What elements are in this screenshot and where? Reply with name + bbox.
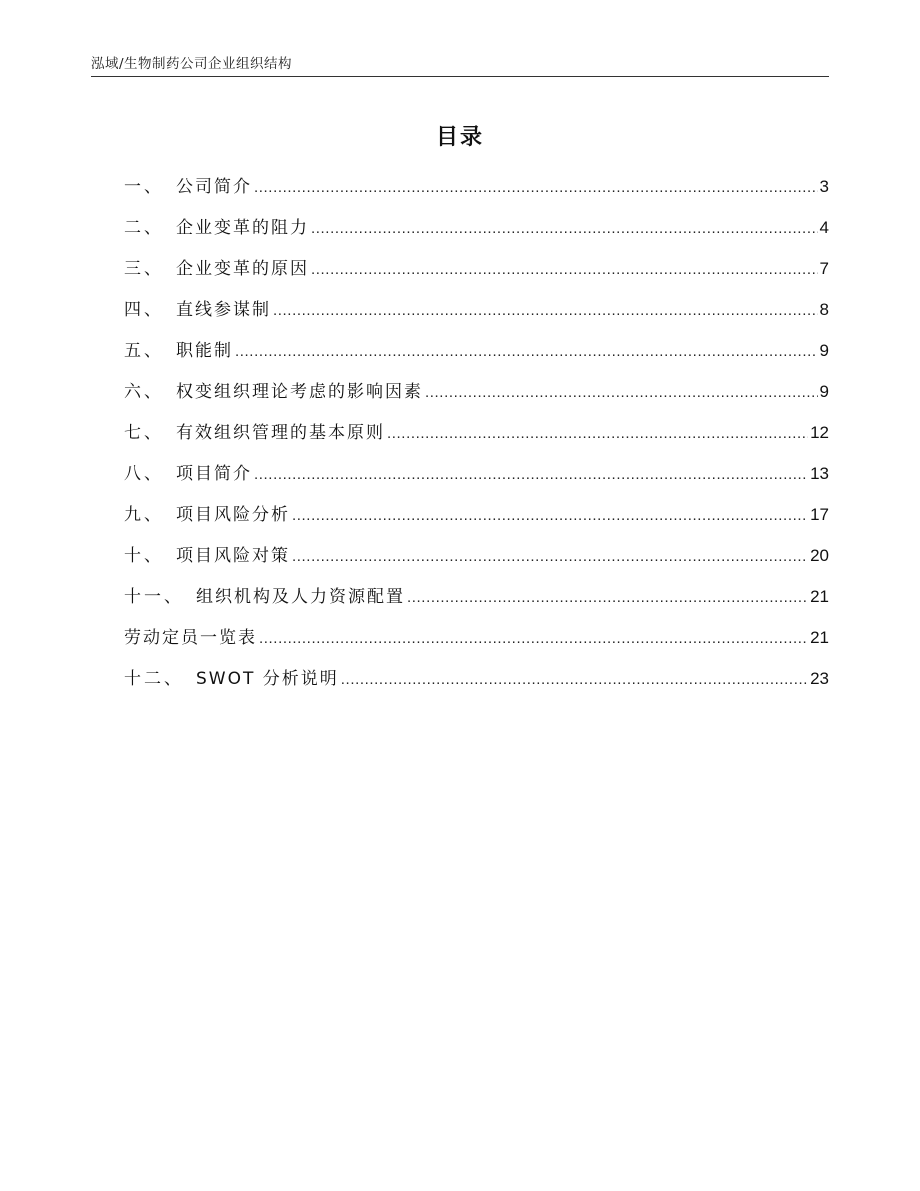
toc-entry-label: 企业变革的阻力	[176, 218, 309, 238]
toc-entry-page: 9	[819, 382, 829, 401]
toc-entry-number: 十一、	[124, 587, 184, 607]
toc-entry-page: 3	[819, 177, 829, 196]
running-header: 泓域/生物制药公司企业组织结构	[91, 56, 293, 72]
toc-entry-page: 21	[810, 587, 829, 606]
toc-entry-page: 9	[819, 341, 829, 360]
toc-entry[interactable]	[124, 418, 829, 459]
toc-entry[interactable]	[124, 213, 829, 254]
dot-leader	[235, 337, 818, 367]
toc-entry-number: 八、	[124, 464, 164, 484]
toc-entry-label: 项目风险分析	[176, 505, 290, 525]
dot-leader	[407, 583, 808, 613]
toc-entry-number: 五、	[124, 341, 164, 361]
toc-entry-label: 组织机构及人力资源配置	[196, 587, 405, 607]
toc-entry-number: 六、	[124, 382, 164, 402]
toc-entry[interactable]	[124, 623, 829, 664]
toc-entry-page: 8	[819, 300, 829, 319]
dot-leader	[387, 419, 808, 449]
toc-entry[interactable]	[124, 254, 829, 295]
toc-entry[interactable]	[124, 377, 829, 418]
toc-entry-number: 三、	[124, 259, 164, 279]
toc-entry-label: 项目风险对策	[176, 546, 290, 566]
toc-entry-page: 13	[810, 464, 829, 483]
toc-entry[interactable]	[124, 500, 829, 541]
toc-entry[interactable]	[124, 664, 829, 705]
toc-entry-number: 二、	[124, 218, 164, 238]
dot-leader	[259, 624, 808, 654]
dot-leader	[292, 501, 808, 531]
toc-entry-label: 项目简介	[176, 464, 252, 484]
dot-leader	[341, 665, 808, 695]
toc-entry[interactable]	[124, 336, 829, 377]
toc-entry-label: 权变组织理论考虑的影响因素	[176, 382, 423, 402]
toc-entry-page: 21	[810, 628, 829, 647]
toc-entry[interactable]	[124, 582, 829, 623]
toc-entry-label: 公司简介	[176, 177, 252, 197]
dot-leader	[254, 460, 808, 490]
toc-entry-label: 直线参谋制	[176, 300, 271, 320]
toc-entry-page: 20	[810, 546, 829, 565]
toc-title: 目录	[435, 125, 484, 150]
toc-entry[interactable]	[124, 541, 829, 582]
header-divider	[91, 76, 829, 77]
toc-entry-label: 有效组织管理的基本原则	[176, 423, 385, 443]
toc-entry-page: 17	[810, 505, 829, 524]
dot-leader	[311, 214, 818, 244]
toc-entry-number: 七、	[124, 423, 164, 443]
toc-entry[interactable]	[124, 459, 829, 500]
toc-entry[interactable]	[124, 172, 829, 213]
toc-entry-number: 十、	[124, 546, 164, 566]
toc-entry-label: 企业变革的原因	[176, 259, 309, 279]
toc-entry-label: SWOT 分析说明	[196, 669, 339, 689]
toc-entry-number: 一、	[124, 177, 164, 197]
toc-entry[interactable]	[124, 295, 829, 336]
dot-leader	[311, 255, 818, 285]
toc-entry-page: 7	[819, 259, 829, 278]
toc-entry-page: 23	[810, 669, 829, 688]
toc-entry-label: 职能制	[176, 341, 233, 361]
dot-leader	[254, 173, 818, 203]
toc-entry-number: 四、	[124, 300, 164, 320]
toc-entry-page: 4	[819, 218, 829, 237]
toc-entry-label: 劳动定员一览表	[124, 628, 257, 648]
toc-entry-page: 12	[810, 423, 829, 442]
dot-leader	[425, 378, 818, 408]
toc-entry-number: 十二、	[124, 669, 184, 689]
dot-leader	[273, 296, 818, 326]
dot-leader	[292, 542, 808, 572]
toc-entry-number: 九、	[124, 505, 164, 525]
toc-list	[124, 172, 829, 705]
